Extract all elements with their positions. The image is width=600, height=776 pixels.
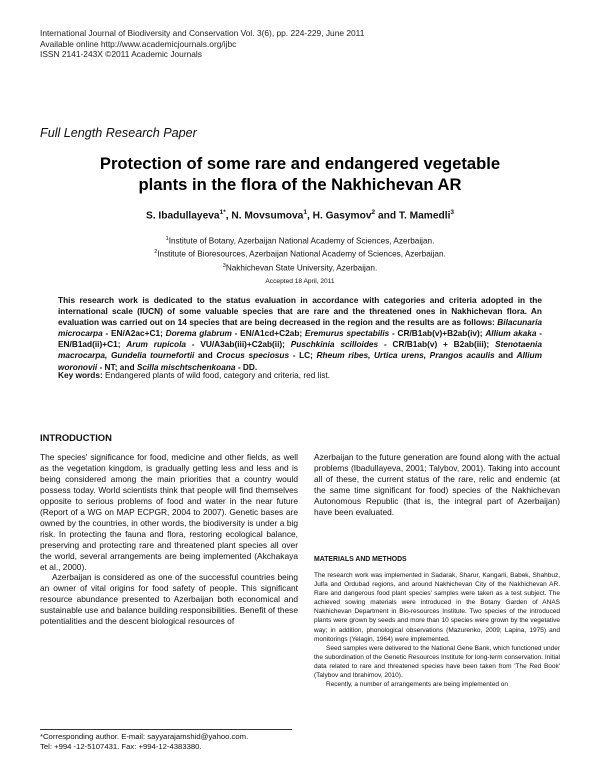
abstract xyxy=(58,295,542,373)
species-status: and xyxy=(194,350,217,361)
introduction-heading: INTRODUCTION xyxy=(40,432,112,443)
author-affil-mark: 1* xyxy=(219,209,226,216)
author-affil-mark: 1 xyxy=(303,209,307,216)
species-name: Eremurus spectabilis xyxy=(304,328,390,339)
author-separator: , xyxy=(225,210,232,222)
keywords-label: Key words: xyxy=(58,370,103,380)
body-paragraph: Azerbaijan is considered as one of the successful countries being an owner of vital origins for food safety of people. This significant resource abundance presented to Azerbaijan both economical and sustainable use and balance building responsibilities. Benefit of these potentialities and the descent biological resources of xyxy=(40,572,298,627)
species-status: and xyxy=(494,350,517,361)
author-list xyxy=(40,209,560,221)
author-name: T. Mamedli xyxy=(398,210,451,222)
species-name: Scilla mischtschenkoana xyxy=(136,361,236,372)
author-name: N. Movsumova xyxy=(231,210,304,222)
body-paragraph: Seed samples were delivered to the National Gene Bank, which functioned under the subordination of the Genetic Resources Institute for long-term conservation. Initial data related to rare and threatened species have been taken from 'The Red Book' (Talybov and Ibrahimov, 2010). xyxy=(314,644,560,680)
keywords xyxy=(58,370,558,380)
footnote-divider xyxy=(40,729,292,730)
affiliation xyxy=(40,234,560,247)
species-name: Bilacunaria microcarpa xyxy=(58,317,542,339)
body-paragraph: Azerbaijan to the future generation are found along with the actual problems (Ibadullayeva, 2001; Talybov, 2001). Taking into account all of these, the current status of the rare, relic and endemic (at the same time significant for food) species of the Nakhichevan Autonomous Republic (that is, the integral part of Azerbaijan) have been evaluated. xyxy=(314,452,560,517)
species-status: - CR/B1ab(v) + B2ab(iii); xyxy=(378,339,495,350)
species-name: Crocus speciosus xyxy=(216,350,290,361)
keywords-text: Endangered plants of wild food, category and criteria, red list. xyxy=(102,370,331,380)
author-affil-mark: 2 xyxy=(371,209,376,216)
paper-title xyxy=(40,154,560,195)
species-name: Allium woronovii xyxy=(58,350,542,372)
title-line-2: plants in the flora of the Nakhichevan AR xyxy=(138,174,462,194)
accepted-date: Accepted 18 April, 2011 xyxy=(265,278,335,285)
species-name: Dorema glabrum xyxy=(165,328,232,339)
species-name: Arum rupicola xyxy=(126,339,186,350)
journal-citation: International Journal of Biodiversity and Conservation Vol. 3(6), pp. 224-229, June 2011 xyxy=(40,28,365,38)
species-name: Puschkinia scilloides xyxy=(290,339,379,350)
right-column-intro xyxy=(314,452,560,518)
author-name: H. Gasymov xyxy=(312,210,372,222)
affiliations xyxy=(40,234,560,274)
footnote-email: *Corresponding author. E-mail: sayyarajamshid@yahoo.com. xyxy=(40,732,249,741)
affiliation-text: Nakhichevan State University, Azerbaijan. xyxy=(225,263,378,273)
footnote xyxy=(40,732,302,751)
species-status: - VU/A3ab(iii)+C2ab(ii); xyxy=(186,339,291,350)
affiliation xyxy=(40,247,560,260)
species-status: - EN/B1ad(ii)+C1; xyxy=(58,328,542,350)
methods-heading: MATERIALS AND METHODS xyxy=(314,556,407,563)
species-name: Rheum ribes, Urtica urens, Prangos acaulis xyxy=(316,350,495,361)
title-line-1: Protection of some rare and endangered vegetable xyxy=(99,154,501,173)
author-separator: and xyxy=(375,210,399,222)
author-separator: , xyxy=(306,210,313,222)
left-column xyxy=(40,452,298,627)
species-status: - EN/A1cd+C2ab; xyxy=(231,328,305,339)
journal-issn: ISSN 2141-243X ©2011 Academic Journals xyxy=(40,49,202,59)
affiliation xyxy=(40,261,560,274)
species-status: - CR/B1ab(v)+B2ab(iv); xyxy=(389,328,486,339)
body-paragraph: The species' significance for food, medicine and other fields, as well as the vegetation kingdom, is gradually getting less and less and is being considered among the main priorities that a country would possess today. World scientists think that people will find themselves opposite to serious problems of food and water in the near future (Report of a WG on MAP ECPGR, 2004 to 2007). Genetic bases are owned by the countries, in other words, the biodiversity is under a big risk. In protecting the fauna and flora, restoring ecological balance, preserving and protecting rare and threatened plant species all over the world, several arrangements are being implemented (Akchakaya et al., 2000). xyxy=(40,452,298,572)
footnote-phone: Tel: +994 -12-5107431. Fax: +994-12-4383380. xyxy=(40,741,202,751)
affiliation-mark: 1 xyxy=(165,236,169,242)
affiliation-text: Institute of Botany, Azerbaijan National Academy of Sciences, Azerbaijan. xyxy=(168,236,435,246)
methods-body xyxy=(314,571,560,689)
species-status: - DD. xyxy=(235,361,258,372)
affiliation-text: Institute of Bioresources, Azerbaijan National Academy of Sciences, Azerbaijan. xyxy=(157,250,446,260)
body-paragraph: The research work was implemented in Sadarak, Sharur, Kangarli, Babek, Shahbuz, Julfa and Ordubad regions, and around Nakhichevan City of the Nakhichevan AR. Rare and dangerous food plant species' samples were taken as a test subject. The achieved sowing materials were introduced in the Botany Garden of ANAS Nakhichevan Department in Bio-resources Institute. Two species of the introduced plants were grown by seeds and more than 10 species were grown by the vegetative way; in addition, phonological observations (Mazurenko, 2009; Lapina, 1975) and monitorings (Yelagin, 1964) were implemented. xyxy=(314,572,560,643)
body-paragraph: Recently, a number of arrangements are being implemented on xyxy=(326,681,508,689)
species-status: - LC; xyxy=(289,350,317,361)
species-name: Allium akaka xyxy=(485,328,537,339)
author-name: S. Ibadullayeva xyxy=(145,210,220,222)
species-name: Stenotaenia macrocarpa, Gundelia tournefortii xyxy=(58,339,542,361)
abstract-intro: This research work is dedicated to the status evaluation in accordance with categories and criteria adopted in the international scale (IUCN) of some valuable species that are rare and the threatened ones in Nakhichevan flora. An evaluation was carried out on 14 species that are being decreased in the region and the results are as follows: xyxy=(58,295,542,328)
journal-info xyxy=(40,28,364,60)
author-affil-mark: 3 xyxy=(450,209,455,216)
journal-url: Available online http://www.academicjournals.org/ijbc xyxy=(40,38,237,49)
species-status: - EN/A2ac+C1; xyxy=(102,328,166,339)
affiliation-mark: 2 xyxy=(154,249,158,256)
species-status: - NT; and xyxy=(97,361,137,372)
affiliation-mark: 3 xyxy=(222,262,226,269)
paper-type: Full Length Research Paper xyxy=(40,126,197,140)
